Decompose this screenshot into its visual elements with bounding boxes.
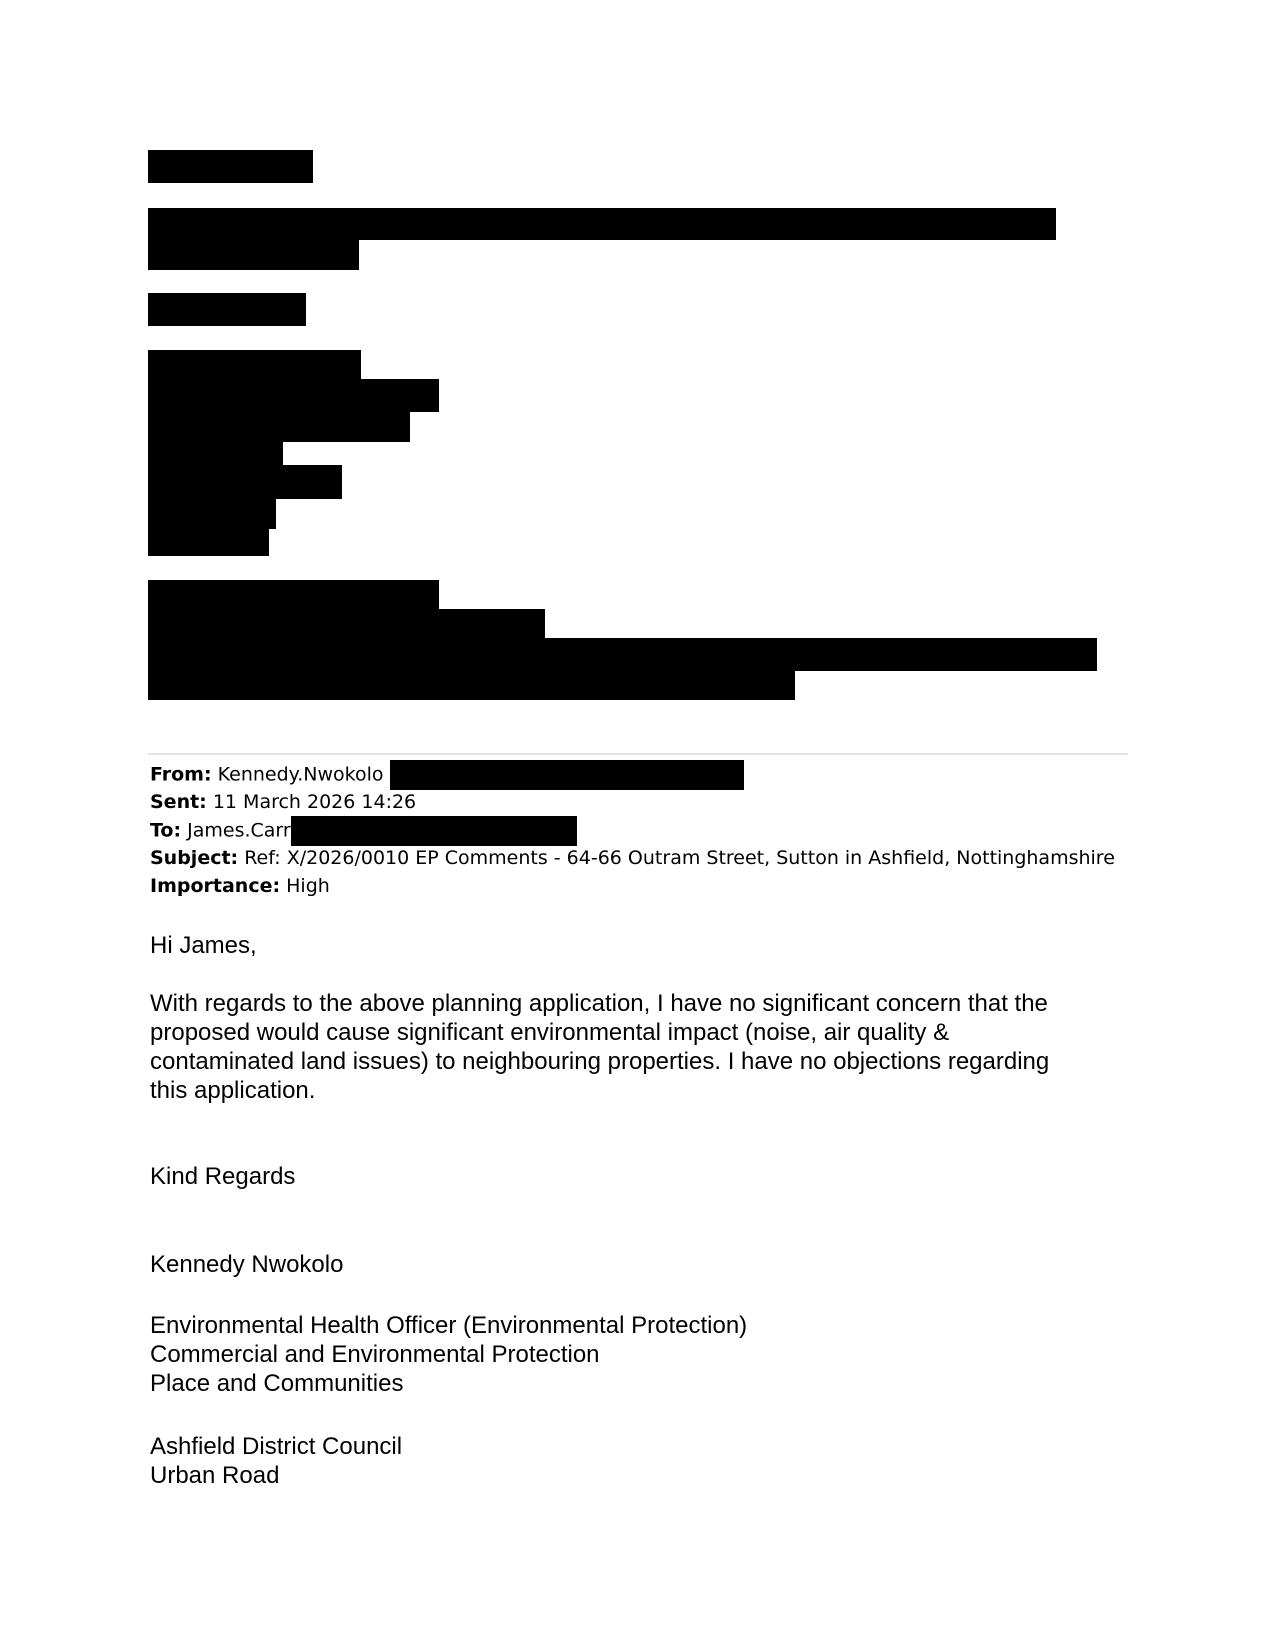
- to-line: [150, 816, 1115, 844]
- redaction-block: [291, 816, 577, 846]
- redaction-block: [148, 208, 1056, 240]
- redaction-block: [148, 350, 361, 382]
- redaction-block: [390, 760, 744, 790]
- paragraph-line: With regards to the above planning application, I have no significant concern that the: [150, 990, 1048, 1017]
- greeting: Hi James,: [150, 932, 257, 959]
- redaction-block: [148, 410, 410, 442]
- header-divider: [148, 753, 1128, 755]
- redaction-block: [148, 465, 342, 499]
- redaction-block: [148, 379, 439, 412]
- signature-address: [150, 1432, 402, 1490]
- from-label: From:: [150, 763, 212, 786]
- redaction-block: [148, 638, 1097, 671]
- subject-label: Subject:: [150, 847, 239, 869]
- subject-line: [150, 844, 1115, 872]
- signature-name: Kennedy Nwokolo: [150, 1251, 344, 1278]
- closing: Kind Regards: [150, 1163, 296, 1190]
- email-header: [150, 760, 1115, 900]
- signature-role: [150, 1311, 747, 1398]
- redaction-block: [148, 293, 306, 326]
- role-line: Commercial and Environmental Protection: [150, 1341, 600, 1368]
- to-label: To:: [150, 819, 182, 842]
- role-line: Place and Communities: [150, 1370, 404, 1397]
- from-line: [150, 760, 1115, 788]
- from-value[interactable]: Kennedy.Nwokolo: [217, 763, 384, 786]
- redaction-block: [148, 497, 276, 529]
- subject-value: Ref: X/2026/0010 EP Comments - 64-66 Outram Street, Sutton in Ashfield, Nottinghamshire: [244, 847, 1115, 869]
- address-line: Urban Road: [150, 1462, 280, 1489]
- redaction-block: [148, 526, 269, 556]
- redaction-block: [148, 668, 795, 700]
- sent-value: 11 March 2026 14:26: [212, 791, 417, 813]
- role-line: Environmental Health Officer (Environmental Protection): [150, 1312, 748, 1339]
- importance-label: Importance:: [150, 875, 281, 897]
- address-line: Ashfield District Council: [150, 1433, 403, 1460]
- body-paragraph: [150, 989, 1049, 1105]
- sent-label: Sent:: [150, 791, 207, 813]
- redaction-block: [148, 150, 313, 183]
- paragraph-line: contaminated land issues) to neighbouring properties. I have no objections regarding: [150, 1048, 1050, 1075]
- importance-line: [150, 872, 1115, 900]
- redaction-block: [148, 238, 359, 270]
- paragraph-line: proposed would cause significant environmental impact (noise, air quality &: [150, 1019, 950, 1046]
- to-value[interactable]: James.Carr: [187, 819, 291, 842]
- sent-line: [150, 788, 1115, 816]
- paragraph-line: this application.: [150, 1077, 316, 1104]
- importance-value: High: [286, 875, 330, 897]
